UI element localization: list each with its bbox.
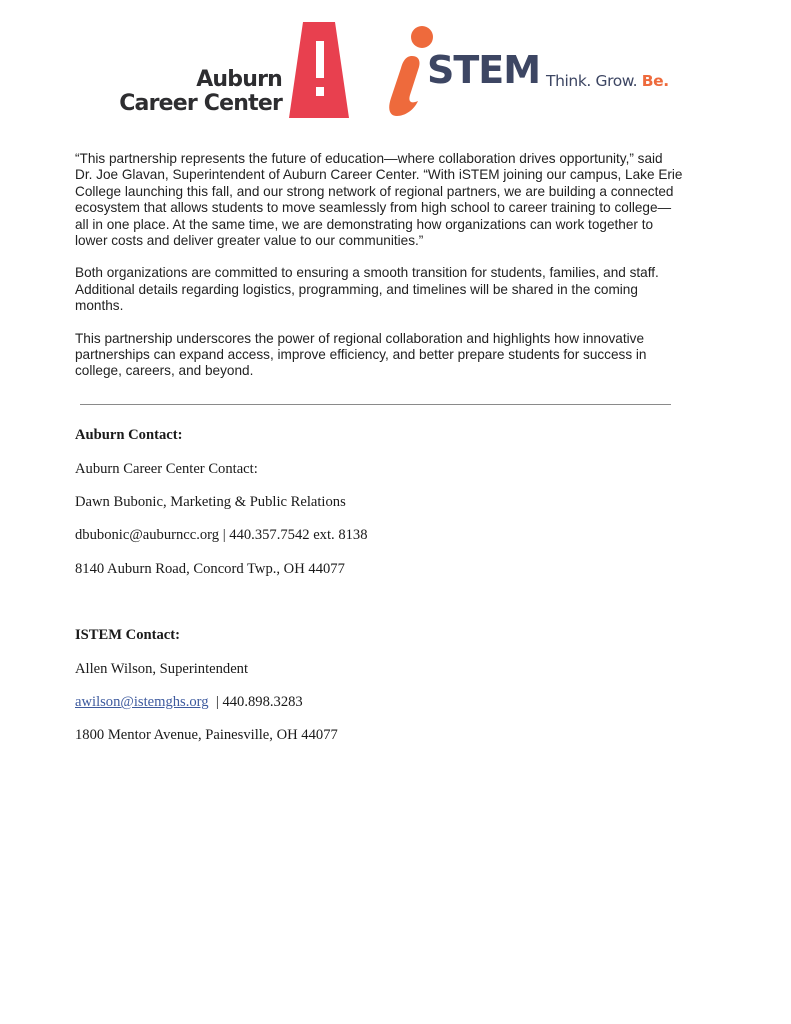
istem-wordmark: STEM [427,48,541,92]
body-paragraph: “This partnership represents the future of education—where collaboration drives opportunity,” said Dr. Joe Glavan, Superintendent of Auburn Career Center. “With iSTEM joining our campus, Lake Erie College launching this fall, and our strong network of regional partners, we are building a connected ecosystem that allows students to move seamlessly from high school to career training to college—all in one place. At the same time, we are demonstrating how organizations can work together to lower costs and deliver greater value to our communities.” [75,151,683,249]
auburn-logo-line1: Auburn [196,67,282,92]
auburn-contact-email-phone: dbubonic@auburncc.org | 440.357.7542 ext. 8138 [75,527,368,543]
istem-contact-address: 1800 Mentor Avenue, Painesville, OH 44077 [75,727,338,743]
press-release-body [75,151,683,396]
body-paragraph: Both organizations are committed to ensuring a smooth transition for students, families, and staff. Additional details regarding logistics, programming, and timelines will be shared in the coming months. [75,265,659,314]
auburn-contact-org: Auburn Career Center Contact: [75,461,258,477]
auburn-logo-line2: Career Center [119,91,282,116]
istem-tagline-accent: Be. [641,72,669,90]
auburn-contact-heading: Auburn Contact: [75,427,183,443]
istem-contact-name: Allen Wilson, Superintendent [75,661,249,677]
logo-band [0,0,791,130]
auburn-a-mark-icon [289,22,349,118]
istem-contact-email-link[interactable]: awilson@istemghs.org [75,694,209,710]
auburn-contact-name: Dawn Bubonic, Marketing & Public Relations [75,494,346,510]
istem-contact-heading: ISTEM Contact: [75,627,180,643]
body-paragraph: This partnership underscores the power of regional collaboration and highlights how innovative partnerships can expand access, improve efficiency, and better prepare students for success in college, careers, and beyond. [75,330,647,379]
istem-tagline [546,71,669,91]
istem-tagline-main: Think. Grow. [546,72,638,90]
istem-contact-phone: | 440.898.3283 [208,694,303,710]
istem-contact-email-phone [75,693,303,711]
section-divider [80,404,671,405]
auburn-career-center-logo-text [96,68,282,116]
auburn-contact-address: 8140 Auburn Road, Concord Twp., OH 44077 [75,561,345,577]
